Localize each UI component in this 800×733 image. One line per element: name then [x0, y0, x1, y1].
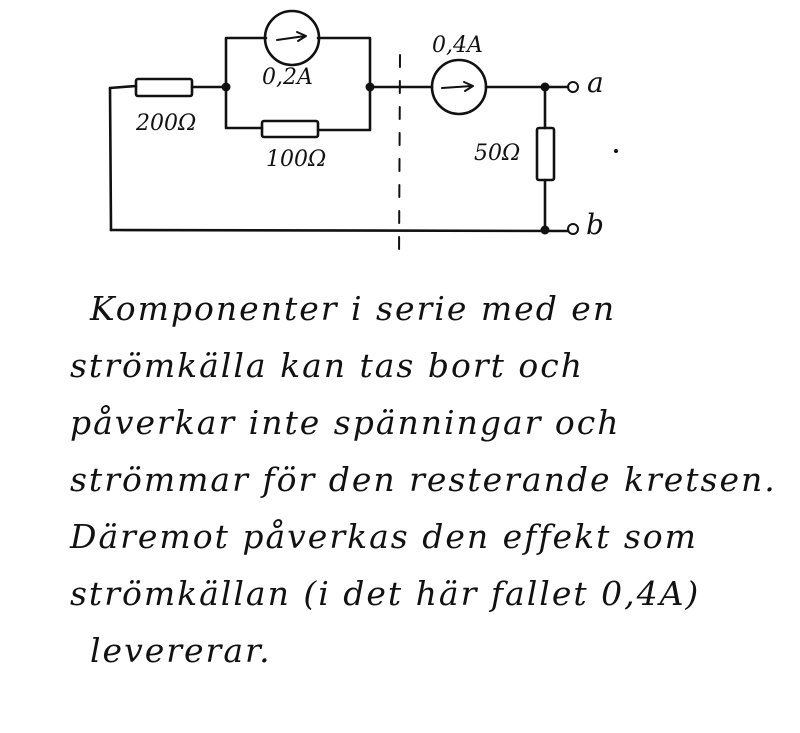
note-line: levererar. — [90, 631, 272, 670]
note-line: strömkällan (i det här fallet 0,4A) — [70, 574, 701, 613]
label-100-ohm: 100Ω — [266, 147, 327, 172]
label-ammeter-reading: 0,2A — [262, 65, 313, 90]
left-wire — [110, 88, 111, 230]
note-line: Komponenter i serie med en — [90, 289, 617, 328]
handwritten-note — [70, 280, 777, 679]
parallel-top-wire-left — [226, 38, 266, 87]
label-terminal-a: a — [587, 66, 604, 99]
resistor-200-ohm — [136, 79, 192, 96]
terminal-a-circle — [568, 82, 578, 92]
note-line: strömmar för den resterande kretsen. — [70, 460, 777, 499]
current-source-arrow — [442, 82, 473, 91]
label-200-ohm: 200Ω — [136, 111, 197, 136]
bottom-wire — [111, 230, 568, 231]
stray-dot — [614, 149, 618, 153]
note-line: Däremot påverkas den effekt som — [70, 517, 698, 556]
node-b — [541, 226, 550, 235]
label-terminal-b: b — [586, 208, 604, 241]
note-line: strömkälla kan tas bort och — [70, 346, 584, 385]
parallel-top-wire-right — [318, 38, 370, 87]
parallel-bottom-wire-left — [226, 87, 262, 128]
note-line: påverkar inte spänningar och — [70, 403, 621, 442]
resistor-50-ohm — [537, 128, 554, 180]
ammeter-arrow — [277, 32, 306, 41]
wire-to-200-ohm — [110, 86, 136, 88]
label-50-ohm: 50Ω — [474, 141, 521, 166]
resistor-100-ohm — [262, 121, 318, 137]
terminal-b-circle — [568, 224, 578, 234]
label-current-source: 0,4A — [432, 33, 483, 58]
parallel-bottom-wire-right — [318, 87, 370, 130]
